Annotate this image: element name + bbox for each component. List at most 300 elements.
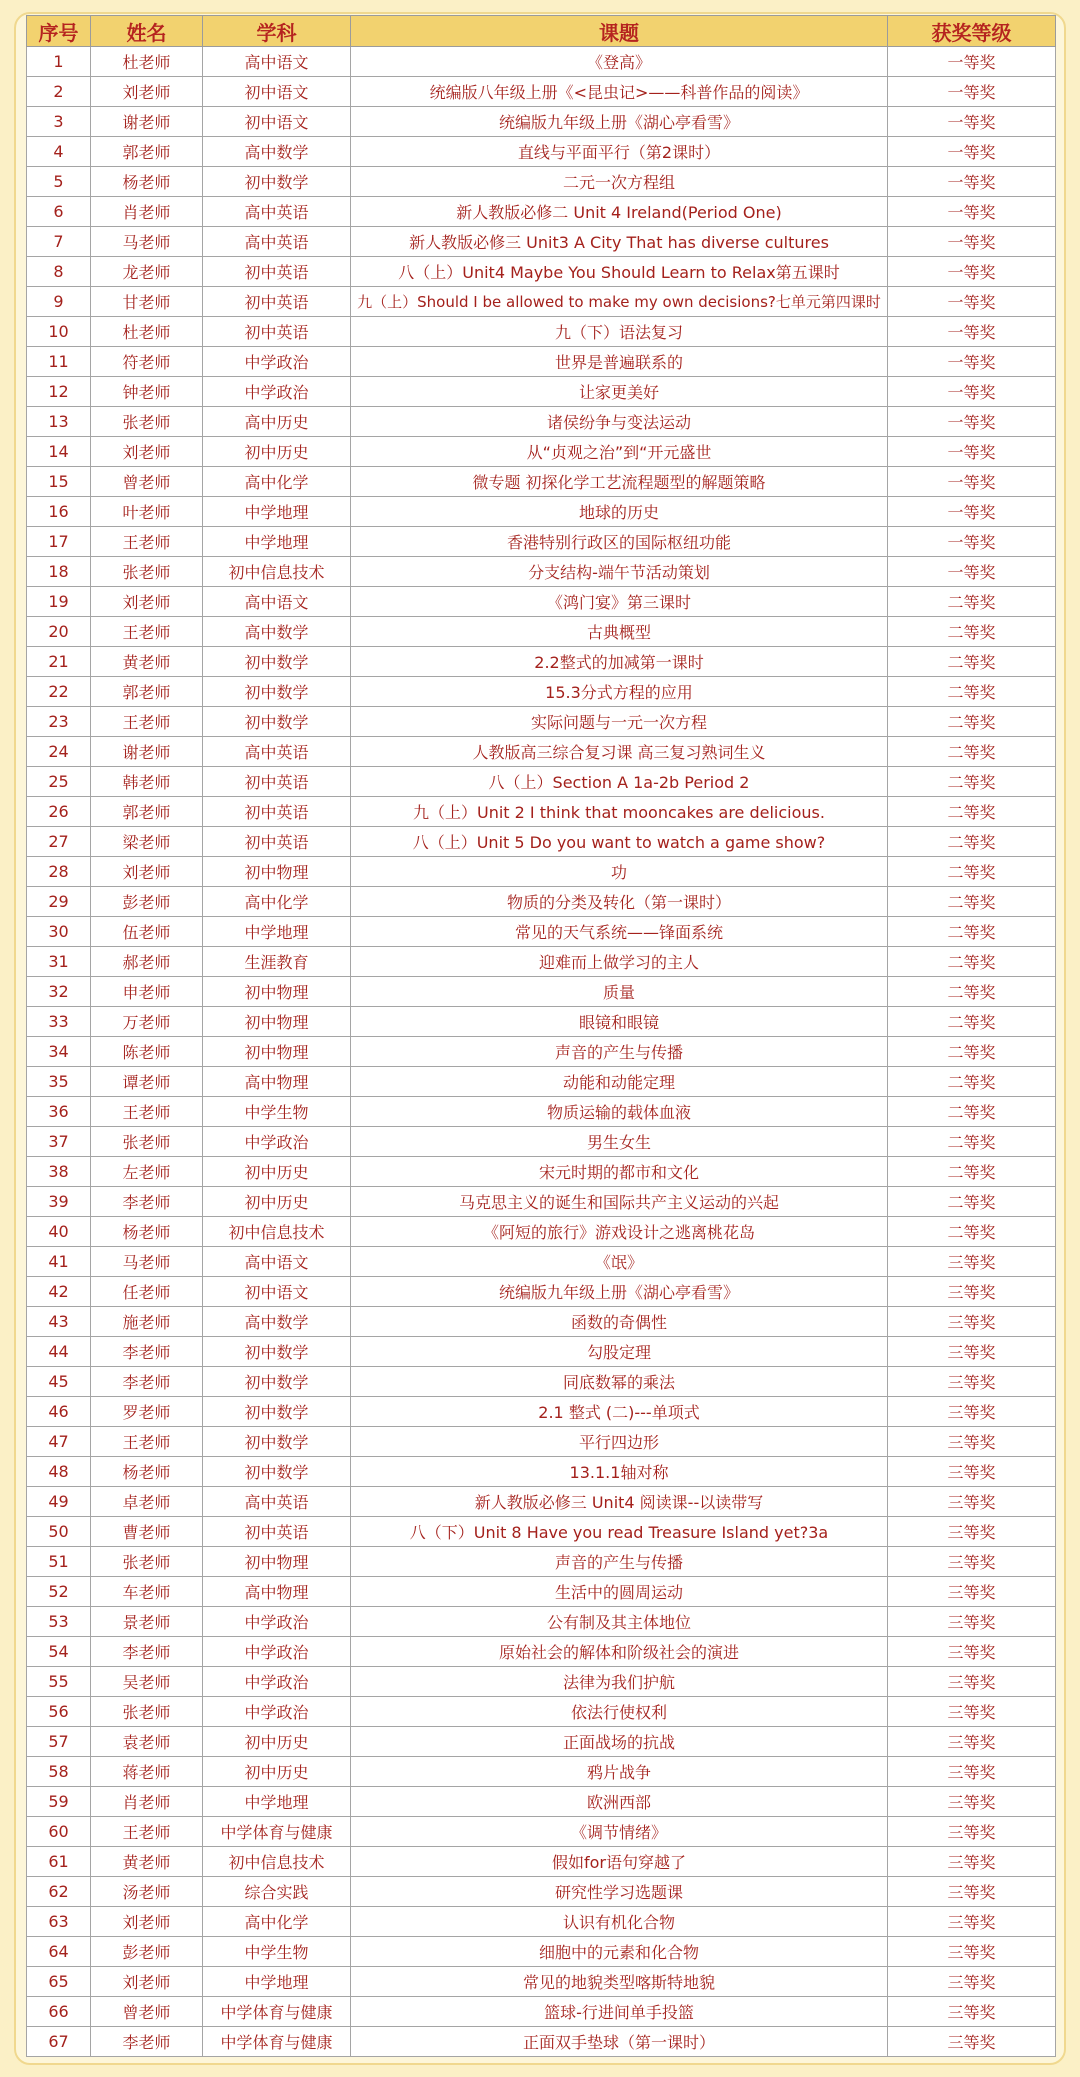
table-row <box>27 1907 1056 1937</box>
cell-topic: 《阿短的旅行》游戏设计之逃离桃花岛 <box>351 1217 888 1247</box>
cell-topic: 统编版八年级上册《<昆虫记>——科普作品的阅读》 <box>351 77 888 107</box>
cell-topic: 香港特别行政区的国际枢纽功能 <box>351 527 888 557</box>
cell-award: 一等奖 <box>888 77 1056 107</box>
cell-name: 黄老师 <box>91 647 203 677</box>
cell-name: 伍老师 <box>91 917 203 947</box>
cell-name: 陈老师 <box>91 1037 203 1067</box>
cell-subject: 高中化学 <box>203 467 351 497</box>
cell-topic: 原始社会的解体和阶级社会的演进 <box>351 1637 888 1667</box>
table-row <box>27 1577 1056 1607</box>
cell-award: 三等奖 <box>888 1787 1056 1817</box>
cell-name: 彭老师 <box>91 887 203 917</box>
cell-index: 62 <box>27 1877 91 1907</box>
cell-award: 一等奖 <box>888 47 1056 77</box>
cell-index: 35 <box>27 1067 91 1097</box>
table-row <box>27 407 1056 437</box>
cell-index: 52 <box>27 1577 91 1607</box>
cell-name: 申老师 <box>91 977 203 1007</box>
cell-index: 46 <box>27 1397 91 1427</box>
cell-subject: 中学地理 <box>203 917 351 947</box>
table-row <box>27 1937 1056 1967</box>
cell-index: 42 <box>27 1277 91 1307</box>
cell-subject: 初中语文 <box>203 77 351 107</box>
cell-award: 三等奖 <box>888 1397 1056 1427</box>
table-row <box>27 1847 1056 1877</box>
cell-name: 景老师 <box>91 1607 203 1637</box>
cell-subject: 高中化学 <box>203 1907 351 1937</box>
cell-award: 三等奖 <box>888 1877 1056 1907</box>
cell-name: 刘老师 <box>91 437 203 467</box>
cell-name: 刘老师 <box>91 1967 203 1997</box>
cell-subject: 中学生物 <box>203 1097 351 1127</box>
table-row <box>27 1337 1056 1367</box>
cell-award: 二等奖 <box>888 947 1056 977</box>
cell-subject: 初中数学 <box>203 1397 351 1427</box>
cell-topic: 迎难而上做学习的主人 <box>351 947 888 977</box>
cell-topic: 统编版九年级上册《湖心亭看雪》 <box>351 1277 888 1307</box>
cell-name: 王老师 <box>91 1817 203 1847</box>
cell-award: 三等奖 <box>888 1577 1056 1607</box>
cell-topic: 常见的地貌类型喀斯特地貌 <box>351 1967 888 1997</box>
cell-award: 三等奖 <box>888 1667 1056 1697</box>
cell-name: 谢老师 <box>91 737 203 767</box>
cell-topic: 世界是普遍联系的 <box>351 347 888 377</box>
cell-subject: 中学政治 <box>203 1607 351 1637</box>
cell-subject: 初中物理 <box>203 857 351 887</box>
cell-topic: 《鸿门宴》第三课时 <box>351 587 888 617</box>
cell-index: 53 <box>27 1607 91 1637</box>
cell-index: 32 <box>27 977 91 1007</box>
cell-index: 9 <box>27 287 91 317</box>
header-award: 获奖等级 <box>888 16 1056 47</box>
cell-name: 肖老师 <box>91 197 203 227</box>
cell-award: 三等奖 <box>888 1367 1056 1397</box>
cell-subject: 中学体育与健康 <box>203 1997 351 2027</box>
cell-topic: 分支结构-端午节活动策划 <box>351 557 888 587</box>
cell-subject: 中学政治 <box>203 1667 351 1697</box>
cell-index: 36 <box>27 1097 91 1127</box>
cell-topic: 新人教版必修二 Unit 4 Ireland(Period One) <box>351 197 888 227</box>
cell-award: 二等奖 <box>888 1067 1056 1097</box>
cell-topic: 男生女生 <box>351 1127 888 1157</box>
table-row <box>27 1007 1056 1037</box>
table-row <box>27 587 1056 617</box>
cell-subject: 生涯教育 <box>203 947 351 977</box>
cell-topic: 声音的产生与传播 <box>351 1547 888 1577</box>
cell-topic: 眼镜和眼镜 <box>351 1007 888 1037</box>
cell-award: 一等奖 <box>888 407 1056 437</box>
cell-award: 二等奖 <box>888 857 1056 887</box>
cell-topic: 统编版九年级上册《湖心亭看雪》 <box>351 107 888 137</box>
cell-name: 彭老师 <box>91 1937 203 1967</box>
cell-award: 三等奖 <box>888 1757 1056 1787</box>
cell-subject: 初中信息技术 <box>203 1217 351 1247</box>
cell-award: 一等奖 <box>888 377 1056 407</box>
cell-subject: 中学地理 <box>203 1967 351 1997</box>
cell-topic: 《氓》 <box>351 1247 888 1277</box>
table-row <box>27 1877 1056 1907</box>
cell-index: 10 <box>27 317 91 347</box>
table-row <box>27 1487 1056 1517</box>
cell-name: 李老师 <box>91 2027 203 2057</box>
cell-topic: 细胞中的元素和化合物 <box>351 1937 888 1967</box>
cell-topic: 函数的奇偶性 <box>351 1307 888 1337</box>
table-row <box>27 1307 1056 1337</box>
cell-award: 二等奖 <box>888 1127 1056 1157</box>
table-row <box>27 167 1056 197</box>
cell-award: 一等奖 <box>888 347 1056 377</box>
table-row <box>27 737 1056 767</box>
cell-name: 张老师 <box>91 407 203 437</box>
table-row <box>27 887 1056 917</box>
cell-topic: 动能和动能定理 <box>351 1067 888 1097</box>
cell-topic: 八（下）Unit 8 Have you read Treasure Island yet?3a <box>351 1517 888 1547</box>
table-row <box>27 707 1056 737</box>
table-row <box>27 1187 1056 1217</box>
cell-name: 曾老师 <box>91 1997 203 2027</box>
table-row <box>27 647 1056 677</box>
cell-award: 三等奖 <box>888 1817 1056 1847</box>
header-topic: 课题 <box>351 16 888 47</box>
cell-index: 12 <box>27 377 91 407</box>
table-row <box>27 77 1056 107</box>
header-index: 序号 <box>27 16 91 47</box>
cell-award: 一等奖 <box>888 197 1056 227</box>
header-name: 姓名 <box>91 16 203 47</box>
cell-subject: 初中英语 <box>203 827 351 857</box>
cell-subject: 高中物理 <box>203 1577 351 1607</box>
cell-subject: 中学地理 <box>203 527 351 557</box>
cell-index: 59 <box>27 1787 91 1817</box>
cell-subject: 初中语文 <box>203 1277 351 1307</box>
cell-topic: 2.1 整式 (二)---单项式 <box>351 1397 888 1427</box>
cell-name: 马老师 <box>91 1247 203 1277</box>
cell-index: 3 <box>27 107 91 137</box>
cell-name: 罗老师 <box>91 1397 203 1427</box>
cell-name: 李老师 <box>91 1637 203 1667</box>
cell-topic: 马克思主义的诞生和国际共产主义运动的兴起 <box>351 1187 888 1217</box>
table-row <box>27 1037 1056 1067</box>
cell-name: 汤老师 <box>91 1877 203 1907</box>
cell-topic: 《调节情绪》 <box>351 1817 888 1847</box>
cell-index: 4 <box>27 137 91 167</box>
cell-subject: 初中历史 <box>203 1727 351 1757</box>
cell-subject: 初中物理 <box>203 1547 351 1577</box>
cell-award: 三等奖 <box>888 1247 1056 1277</box>
cell-index: 13 <box>27 407 91 437</box>
table-row <box>27 827 1056 857</box>
cell-award: 一等奖 <box>888 497 1056 527</box>
cell-name: 龙老师 <box>91 257 203 287</box>
awards-table <box>26 15 1056 2057</box>
cell-award: 一等奖 <box>888 467 1056 497</box>
cell-subject: 初中信息技术 <box>203 1847 351 1877</box>
cell-index: 24 <box>27 737 91 767</box>
table-row <box>27 437 1056 467</box>
cell-topic: 让家更美好 <box>351 377 888 407</box>
cell-subject: 综合实践 <box>203 1877 351 1907</box>
cell-award: 三等奖 <box>888 1457 1056 1487</box>
table-row <box>27 1397 1056 1427</box>
cell-award: 二等奖 <box>888 647 1056 677</box>
cell-topic: 二元一次方程组 <box>351 167 888 197</box>
cell-name: 王老师 <box>91 1097 203 1127</box>
cell-award: 一等奖 <box>888 107 1056 137</box>
cell-award: 三等奖 <box>888 1997 1056 2027</box>
cell-award: 三等奖 <box>888 1847 1056 1877</box>
cell-index: 16 <box>27 497 91 527</box>
cell-name: 蒋老师 <box>91 1757 203 1787</box>
cell-index: 66 <box>27 1997 91 2027</box>
cell-index: 58 <box>27 1757 91 1787</box>
cell-award: 二等奖 <box>888 917 1056 947</box>
cell-topic: 物质的分类及转化（第一课时） <box>351 887 888 917</box>
table-row <box>27 1817 1056 1847</box>
cell-index: 8 <box>27 257 91 287</box>
table-row <box>27 1367 1056 1397</box>
table-header-row <box>27 16 1056 47</box>
cell-topic: 新人教版必修三 Unit3 A City That has diverse cultures <box>351 227 888 257</box>
cell-subject: 高中数学 <box>203 137 351 167</box>
cell-index: 50 <box>27 1517 91 1547</box>
cell-topic: 生活中的圆周运动 <box>351 1577 888 1607</box>
cell-index: 26 <box>27 797 91 827</box>
cell-name: 杨老师 <box>91 167 203 197</box>
cell-topic: 从“贞观之治”到“开元盛世 <box>351 437 888 467</box>
cell-topic: 假如for语句穿越了 <box>351 1847 888 1877</box>
cell-name: 郭老师 <box>91 137 203 167</box>
cell-topic: 实际问题与一元一次方程 <box>351 707 888 737</box>
cell-topic: 公有制及其主体地位 <box>351 1607 888 1637</box>
table-row <box>27 677 1056 707</box>
cell-subject: 初中历史 <box>203 1157 351 1187</box>
cell-subject: 初中数学 <box>203 1337 351 1367</box>
cell-topic: 同底数幂的乘法 <box>351 1367 888 1397</box>
table-row <box>27 797 1056 827</box>
cell-index: 28 <box>27 857 91 887</box>
cell-name: 刘老师 <box>91 1907 203 1937</box>
cell-index: 20 <box>27 617 91 647</box>
cell-subject: 初中英语 <box>203 317 351 347</box>
cell-index: 41 <box>27 1247 91 1277</box>
cell-index: 1 <box>27 47 91 77</box>
cell-award: 二等奖 <box>888 1007 1056 1037</box>
cell-name: 杨老师 <box>91 1457 203 1487</box>
cell-name: 袁老师 <box>91 1727 203 1757</box>
cell-topic: 功 <box>351 857 888 887</box>
table-row <box>27 377 1056 407</box>
cell-index: 61 <box>27 1847 91 1877</box>
cell-topic: 八（上）Unit4 Maybe You Should Learn to Relax第五课时 <box>351 257 888 287</box>
cell-award: 一等奖 <box>888 137 1056 167</box>
table-row <box>27 107 1056 137</box>
cell-index: 15 <box>27 467 91 497</box>
table-row <box>27 1157 1056 1187</box>
cell-index: 2 <box>27 77 91 107</box>
cell-topic: 九（上）Should I be allowed to make my own decisions?七单元第四课时 <box>351 287 888 317</box>
cell-name: 王老师 <box>91 1427 203 1457</box>
cell-name: 刘老师 <box>91 77 203 107</box>
cell-topic: 诸侯纷争与变法运动 <box>351 407 888 437</box>
cell-index: 37 <box>27 1127 91 1157</box>
cell-subject: 初中英语 <box>203 767 351 797</box>
cell-subject: 初中语文 <box>203 107 351 137</box>
cell-topic: 正面双手垫球（第一课时） <box>351 2027 888 2057</box>
cell-index: 19 <box>27 587 91 617</box>
cell-name: 左老师 <box>91 1157 203 1187</box>
cell-index: 11 <box>27 347 91 377</box>
cell-award: 三等奖 <box>888 1607 1056 1637</box>
cell-topic: 直线与平面平行（第2课时） <box>351 137 888 167</box>
table-row <box>27 1067 1056 1097</box>
cell-topic: 质量 <box>351 977 888 1007</box>
cell-topic: 正面战场的抗战 <box>351 1727 888 1757</box>
cell-index: 56 <box>27 1697 91 1727</box>
cell-subject: 中学政治 <box>203 377 351 407</box>
table-row <box>27 2027 1056 2057</box>
cell-name: 李老师 <box>91 1367 203 1397</box>
table-row <box>27 1697 1056 1727</box>
table-row <box>27 947 1056 977</box>
table-row <box>27 557 1056 587</box>
cell-index: 22 <box>27 677 91 707</box>
cell-award: 一等奖 <box>888 167 1056 197</box>
cell-award: 三等奖 <box>888 1967 1056 1997</box>
table-row <box>27 527 1056 557</box>
table-row <box>27 1517 1056 1547</box>
cell-index: 18 <box>27 557 91 587</box>
cell-index: 57 <box>27 1727 91 1757</box>
cell-subject: 初中历史 <box>203 1187 351 1217</box>
cell-subject: 高中语文 <box>203 1247 351 1277</box>
cell-index: 30 <box>27 917 91 947</box>
cell-subject: 初中英语 <box>203 797 351 827</box>
cell-award: 一等奖 <box>888 527 1056 557</box>
cell-subject: 中学政治 <box>203 1127 351 1157</box>
cell-award: 三等奖 <box>888 1427 1056 1457</box>
cell-name: 郭老师 <box>91 797 203 827</box>
cell-name: 张老师 <box>91 557 203 587</box>
cell-name: 刘老师 <box>91 857 203 887</box>
cell-index: 21 <box>27 647 91 677</box>
table-row <box>27 1787 1056 1817</box>
table-row <box>27 917 1056 947</box>
cell-name: 李老师 <box>91 1337 203 1367</box>
cell-name: 王老师 <box>91 707 203 737</box>
table-row <box>27 1757 1056 1787</box>
cell-name: 万老师 <box>91 1007 203 1037</box>
cell-index: 64 <box>27 1937 91 1967</box>
cell-subject: 初中数学 <box>203 1367 351 1397</box>
cell-index: 38 <box>27 1157 91 1187</box>
cell-award: 二等奖 <box>888 707 1056 737</box>
table-row <box>27 1967 1056 1997</box>
cell-name: 甘老师 <box>91 287 203 317</box>
cell-award: 三等奖 <box>888 1337 1056 1367</box>
cell-subject: 中学地理 <box>203 497 351 527</box>
table-row <box>27 1727 1056 1757</box>
table-row <box>27 137 1056 167</box>
cell-topic: 九（下）语法复习 <box>351 317 888 347</box>
table-row <box>27 1097 1056 1127</box>
cell-name: 郭老师 <box>91 677 203 707</box>
cell-name: 叶老师 <box>91 497 203 527</box>
table-row <box>27 1547 1056 1577</box>
cell-subject: 高中物理 <box>203 1067 351 1097</box>
cell-index: 34 <box>27 1037 91 1067</box>
cell-award: 二等奖 <box>888 827 1056 857</box>
cell-subject: 中学政治 <box>203 1637 351 1667</box>
cell-index: 23 <box>27 707 91 737</box>
cell-subject: 初中英语 <box>203 287 351 317</box>
cell-name: 王老师 <box>91 527 203 557</box>
table-row <box>27 497 1056 527</box>
cell-subject: 中学地理 <box>203 1787 351 1817</box>
cell-topic: 鸦片战争 <box>351 1757 888 1787</box>
table-row <box>27 1127 1056 1157</box>
cell-name: 杜老师 <box>91 317 203 347</box>
table-row <box>27 1667 1056 1697</box>
cell-award: 一等奖 <box>888 317 1056 347</box>
table-row <box>27 287 1056 317</box>
cell-name: 符老师 <box>91 347 203 377</box>
cell-topic: 地球的历史 <box>351 497 888 527</box>
cell-award: 一等奖 <box>888 287 1056 317</box>
table-body <box>27 47 1056 2057</box>
table-row <box>27 317 1056 347</box>
cell-topic: 常见的天气系统——锋面系统 <box>351 917 888 947</box>
cell-topic: 物质运输的载体血液 <box>351 1097 888 1127</box>
cell-award: 二等奖 <box>888 1157 1056 1187</box>
table-row <box>27 1997 1056 2027</box>
cell-index: 31 <box>27 947 91 977</box>
cell-name: 施老师 <box>91 1307 203 1337</box>
cell-index: 44 <box>27 1337 91 1367</box>
cell-subject: 初中物理 <box>203 977 351 1007</box>
cell-subject: 初中数学 <box>203 647 351 677</box>
cell-award: 三等奖 <box>888 1487 1056 1517</box>
cell-topic: 八（上）Unit 5 Do you want to watch a game show? <box>351 827 888 857</box>
cell-name: 梁老师 <box>91 827 203 857</box>
table-row <box>27 1457 1056 1487</box>
cell-award: 三等奖 <box>888 1907 1056 1937</box>
cell-topic: 勾股定理 <box>351 1337 888 1367</box>
cell-topic: 研究性学习选题课 <box>351 1877 888 1907</box>
cell-index: 45 <box>27 1367 91 1397</box>
cell-topic: 八（上）Section A 1a-2b Period 2 <box>351 767 888 797</box>
cell-subject: 高中化学 <box>203 887 351 917</box>
cell-topic: 九（上）Unit 2 I think that mooncakes are delicious. <box>351 797 888 827</box>
table-row <box>27 1607 1056 1637</box>
cell-index: 25 <box>27 767 91 797</box>
table-row <box>27 347 1056 377</box>
cell-subject: 初中数学 <box>203 1457 351 1487</box>
cell-subject: 初中英语 <box>203 257 351 287</box>
cell-name: 黄老师 <box>91 1847 203 1877</box>
cell-subject: 初中信息技术 <box>203 557 351 587</box>
cell-subject: 初中历史 <box>203 437 351 467</box>
cell-index: 17 <box>27 527 91 557</box>
cell-index: 33 <box>27 1007 91 1037</box>
table-row <box>27 1427 1056 1457</box>
cell-topic: 依法行使权利 <box>351 1697 888 1727</box>
cell-subject: 初中数学 <box>203 707 351 737</box>
cell-subject: 中学政治 <box>203 1697 351 1727</box>
table-row <box>27 227 1056 257</box>
cell-award: 三等奖 <box>888 1697 1056 1727</box>
cell-name: 李老师 <box>91 1187 203 1217</box>
cell-award: 三等奖 <box>888 1727 1056 1757</box>
